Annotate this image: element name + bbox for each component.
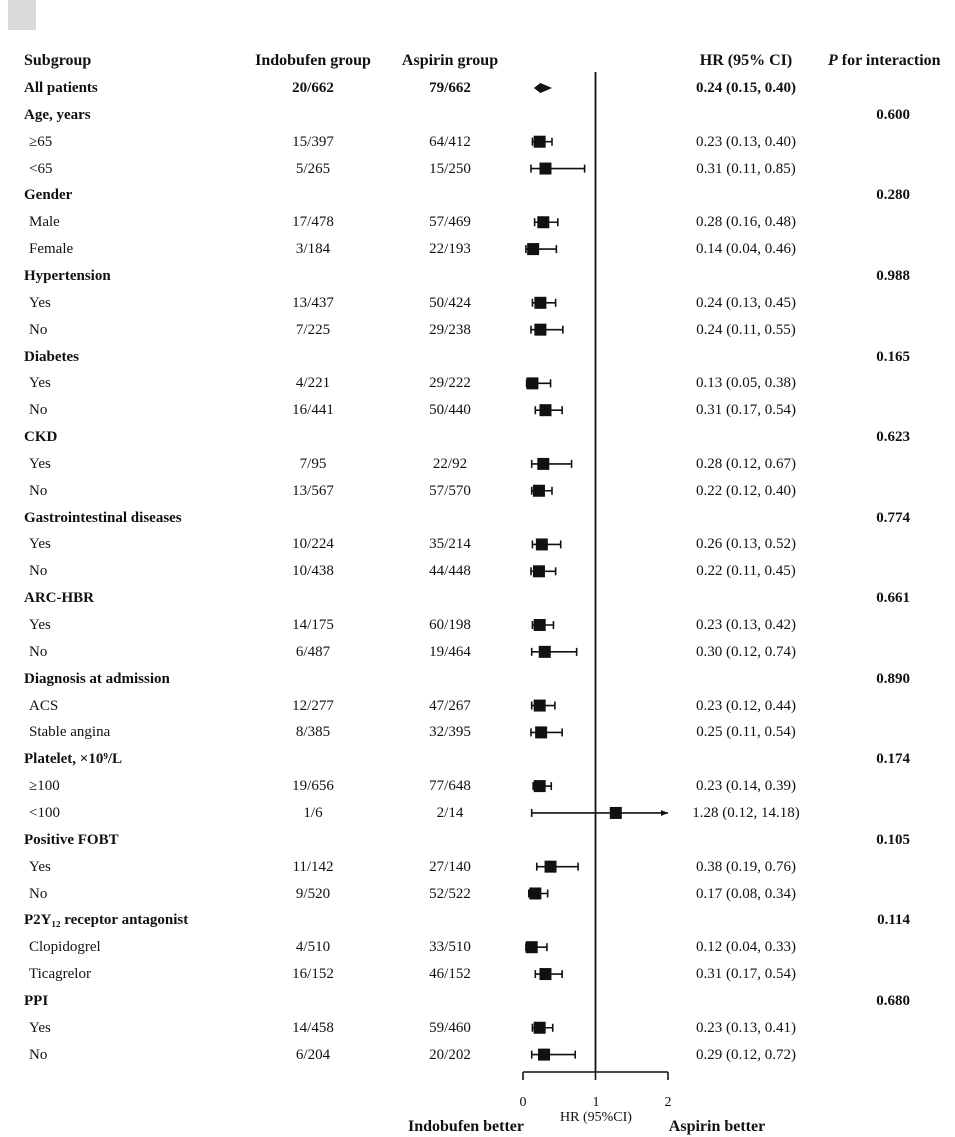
aspirin-events: 27/140: [429, 858, 471, 875]
subgroup-label: <65: [29, 160, 53, 177]
header-p-interaction: [828, 51, 941, 71]
hr-point: [526, 377, 538, 389]
subgroup-label: No: [29, 643, 48, 660]
indobufen-events: 5/265: [295, 160, 331, 177]
hr-point: [536, 538, 548, 550]
hr-point: [610, 807, 622, 819]
favors-left-label: Indobufen better: [407, 1118, 525, 1135]
indobufen-events: 10/224: [292, 536, 334, 553]
hr-point: [537, 458, 549, 470]
indobufen-events: 8/385: [295, 724, 331, 741]
header-indobufen: Indobufen group: [255, 52, 371, 69]
hr-point: [534, 780, 546, 792]
hr-ci-text: 0.22 (0.12, 0.40): [696, 482, 796, 499]
header-hr: HR (95% CI): [699, 52, 793, 69]
subgroup-label: Ticagrelor: [29, 966, 91, 983]
hr-ci-text: 0.23 (0.13, 0.40): [696, 133, 796, 150]
indobufen-events: 20/662: [292, 80, 334, 96]
hr-point: [535, 726, 547, 738]
hr-ci-text: 0.38 (0.19, 0.76): [696, 858, 796, 875]
category-label: CKD: [24, 429, 58, 446]
favors-right-label: Aspirin better: [668, 1118, 766, 1135]
category-label: PPI: [24, 992, 49, 1009]
header-subgroup: Subgroup: [24, 52, 92, 69]
aspirin-events: 32/395: [429, 724, 471, 741]
hr-point: [539, 968, 551, 980]
indobufen-events: 11/142: [292, 858, 334, 875]
aspirin-events: 46/152: [429, 966, 471, 983]
p-interaction-value: 0.280: [876, 187, 910, 204]
subgroup-label: ≥65: [29, 133, 53, 150]
category-label: Hypertension: [24, 267, 111, 284]
subgroup-label: <100: [29, 804, 60, 821]
aspirin-events: 50/440: [429, 402, 471, 419]
indobufen-events: 15/397: [292, 133, 334, 150]
x-axis-label: HR (95%CI): [560, 1110, 632, 1125]
p-interaction-value: 0.165: [876, 348, 910, 365]
aspirin-events: 59/460: [429, 1019, 471, 1036]
aspirin-events: 77/648: [429, 778, 471, 795]
aspirin-events: 52/522: [429, 885, 471, 902]
aspirin-events: 20/202: [429, 1046, 471, 1063]
indobufen-events: 19/656: [292, 778, 334, 795]
subgroup-label: Yes: [29, 294, 51, 311]
hr-point: [534, 619, 546, 631]
category-label: P2Y₁₂ receptor antagonist: [24, 912, 189, 929]
aspirin-events: 79/662: [429, 80, 471, 96]
indobufen-events: 6/204: [295, 1046, 331, 1063]
p-interaction-value: 0.623: [876, 429, 910, 446]
hr-point: [534, 324, 546, 336]
indobufen-events: 13/437: [292, 294, 334, 311]
aspirin-events: 47/267: [429, 697, 471, 714]
subgroup-label: No: [29, 1046, 48, 1063]
subgroup-label: No: [29, 563, 48, 580]
aspirin-events: 64/412: [429, 133, 471, 150]
indobufen-events: 14/175: [292, 617, 334, 633]
category-label: Gastrointestinal diseases: [24, 509, 182, 526]
hr-point: [534, 136, 546, 148]
hr-ci-text: 0.25 (0.11, 0.54): [696, 724, 796, 741]
subgroup-label: Yes: [29, 375, 51, 392]
subgroup-label: ≥100: [29, 778, 60, 795]
aspirin-events: 57/570: [429, 482, 471, 499]
hr-ci-text: 0.23 (0.12, 0.44): [696, 697, 796, 714]
subgroup-label: Yes: [29, 858, 51, 875]
subgroup-label: Stable angina: [29, 724, 111, 741]
corner-decoration: [8, 0, 36, 30]
hr-ci-text: 0.24 (0.11, 0.55): [696, 321, 796, 338]
p-interaction-value: 0.174: [876, 751, 910, 768]
aspirin-events: 2/14: [436, 804, 464, 821]
p-interaction-value: 0.988: [876, 267, 910, 284]
aspirin-events: 15/250: [429, 160, 471, 177]
aspirin-events: 29/238: [429, 321, 471, 338]
hr-point: [539, 163, 551, 175]
hr-ci-text: 0.31 (0.17, 0.54): [696, 402, 796, 419]
hr-ci-text: 0.13 (0.05, 0.38): [696, 375, 796, 392]
hr-point: [539, 646, 551, 658]
indobufen-events: 1/6: [303, 804, 323, 821]
p-interaction-value: 0.680: [876, 992, 910, 1009]
hr-point: [533, 485, 545, 497]
indobufen-events: 3/184: [295, 241, 331, 258]
hr-ci-text: 0.12 (0.04, 0.33): [696, 939, 796, 956]
indobufen-events: 14/458: [292, 1019, 334, 1036]
aspirin-events: 19/464: [429, 643, 471, 660]
subgroup-label: No: [29, 482, 48, 499]
hr-ci-text: 0.22 (0.11, 0.45): [696, 563, 796, 580]
aspirin-events: 60/198: [429, 617, 471, 633]
hr-point: [537, 216, 549, 228]
subgroup-label: No: [29, 402, 48, 419]
hr-point: [526, 941, 538, 953]
overall-label: All patients: [24, 80, 98, 96]
subgroup-label: No: [29, 321, 48, 338]
indobufen-events: 7/95: [299, 455, 327, 472]
aspirin-events: 33/510: [429, 939, 471, 956]
tick-label-0: 0: [519, 1095, 527, 1110]
hr-ci-text: 0.30 (0.12, 0.74): [696, 643, 796, 660]
category-label: Diabetes: [24, 348, 79, 365]
p-interaction-value: 0.774: [876, 509, 910, 526]
hr-point: [527, 243, 539, 255]
hr-point: [529, 888, 541, 900]
category-label: Platelet, ×10⁹/L: [24, 751, 123, 768]
subgroup-label: ACS: [29, 697, 59, 714]
indobufen-events: 16/441: [292, 402, 334, 419]
tick-label-2: 2: [664, 1095, 672, 1110]
p-interaction-value: 0.661: [876, 590, 910, 607]
overall-diamond: [534, 83, 552, 93]
aspirin-events: 50/424: [429, 294, 471, 311]
hr-ci-text: 0.24 (0.13, 0.45): [696, 294, 796, 311]
hr-ci-text: 0.14 (0.04, 0.46): [696, 241, 796, 258]
hr-ci-text: 0.28 (0.16, 0.48): [696, 214, 796, 231]
indobufen-events: 4/221: [295, 375, 331, 392]
aspirin-events: 22/92: [432, 455, 468, 472]
hr-ci-text: 0.23 (0.13, 0.42): [696, 617, 796, 633]
category-label: Diagnosis at admission: [24, 670, 170, 687]
aspirin-events: 44/448: [429, 563, 471, 580]
subgroup-label: No: [29, 885, 48, 902]
hr-ci-text: 0.23 (0.14, 0.39): [696, 778, 796, 795]
aspirin-events: 22/193: [429, 241, 471, 258]
category-label: Positive FOBT: [24, 831, 119, 848]
header-p-letter: P: [828, 52, 838, 69]
aspirin-events: 35/214: [429, 536, 471, 553]
indobufen-events: 10/438: [292, 563, 334, 580]
hr-ci-text: 1.28 (0.12, 14.18): [692, 804, 800, 821]
category-label: ARC-HBR: [24, 590, 94, 607]
subgroup-label: Male: [29, 214, 60, 231]
subgroup-label: Yes: [29, 1019, 51, 1036]
indobufen-events: 17/478: [292, 214, 334, 231]
hr-point: [538, 1049, 550, 1061]
ci-arrow: [661, 810, 668, 816]
header-aspirin: Aspirin group: [401, 52, 499, 69]
indobufen-events: 6/487: [295, 643, 331, 660]
p-interaction-value: 0.890: [876, 670, 910, 687]
subgroup-label: Yes: [29, 617, 51, 633]
indobufen-events: 13/567: [292, 482, 334, 499]
hr-ci-text: 0.31 (0.17, 0.54): [696, 966, 796, 983]
hr-ci-text: 0.28 (0.12, 0.67): [696, 455, 796, 472]
subgroup-label: Clopidogrel: [29, 939, 101, 956]
hr-ci-text: 0.31 (0.11, 0.85): [696, 160, 796, 177]
indobufen-events: 9/520: [295, 885, 331, 902]
p-interaction-value: 0.114: [877, 912, 910, 929]
hr-ci-text: 0.29 (0.12, 0.72): [696, 1046, 796, 1063]
hr-point: [534, 1022, 546, 1034]
hr-ci-text: 0.17 (0.08, 0.34): [696, 885, 796, 902]
indobufen-events: 4/510: [295, 939, 331, 956]
p-interaction-value: 0.105: [876, 831, 910, 848]
indobufen-events: 16/152: [292, 966, 334, 983]
subgroup-label: Yes: [29, 536, 51, 553]
category-label: Age, years: [24, 106, 91, 123]
p-interaction-value: 0.600: [876, 106, 910, 123]
hr-ci-text: 0.23 (0.13, 0.41): [696, 1019, 796, 1036]
hr-point: [545, 861, 557, 873]
hr-ci-text: 0.26 (0.13, 0.52): [696, 536, 796, 553]
header-p-text: for interaction: [837, 52, 941, 69]
indobufen-events: 7/225: [295, 321, 331, 338]
aspirin-events: 29/222: [429, 375, 471, 392]
indobufen-events: 12/277: [292, 697, 334, 714]
hr-point: [534, 297, 546, 309]
hr-ci-text: 0.24 (0.15, 0.40): [696, 80, 796, 96]
hr-point: [534, 700, 546, 712]
hr-point: [539, 404, 551, 416]
category-label: Gender: [24, 187, 73, 204]
subgroup-label: Yes: [29, 455, 51, 472]
subgroup-label: Female: [29, 241, 74, 258]
aspirin-events: 57/469: [429, 214, 471, 231]
hr-point: [533, 565, 545, 577]
tick-label-1: 1: [592, 1095, 600, 1110]
